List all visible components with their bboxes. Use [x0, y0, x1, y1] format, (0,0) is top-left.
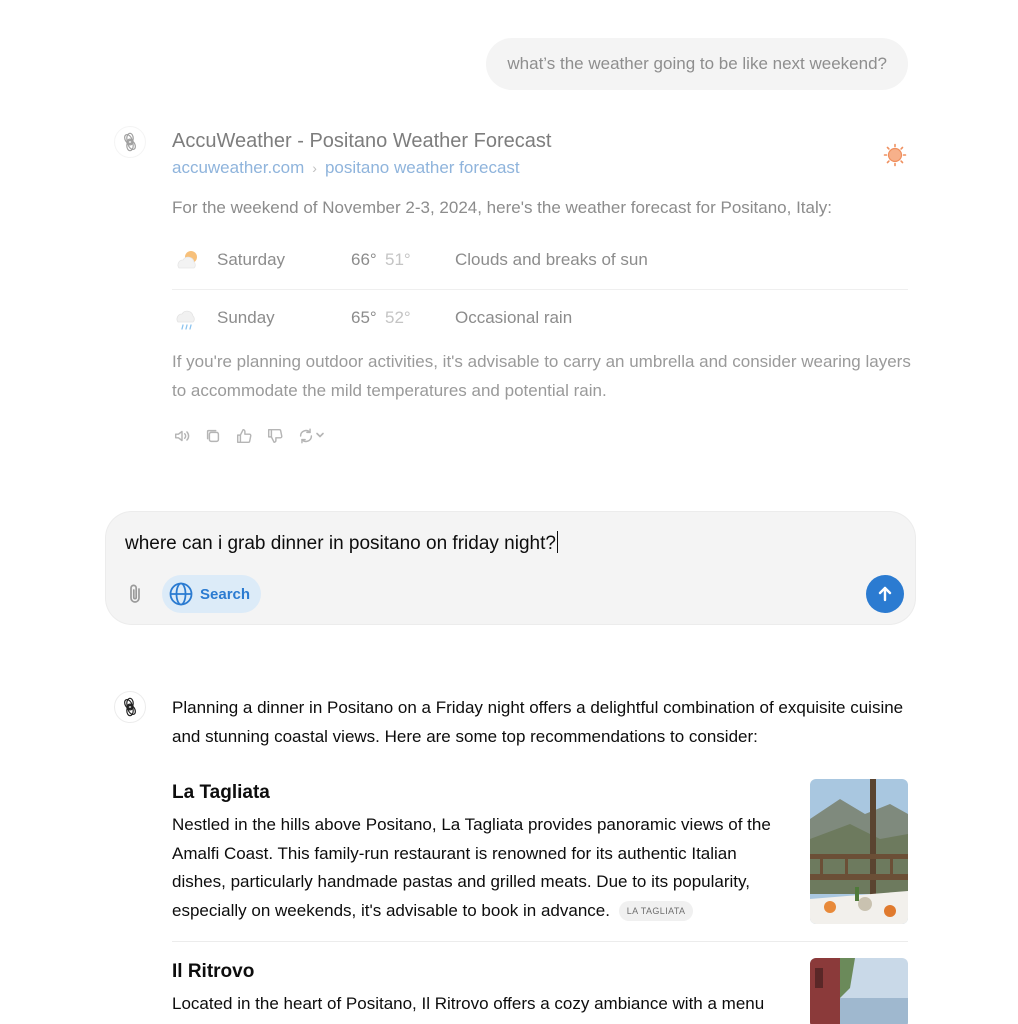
- forecast-row-sunday: [172, 293, 908, 343]
- regenerate-button[interactable]: [296, 426, 326, 445]
- restaurant-photo[interactable]: [810, 779, 908, 924]
- regenerate-icon: [297, 427, 315, 445]
- forecast-high: 66°: [351, 250, 377, 269]
- arrow-up-icon: [876, 585, 894, 603]
- forecast-row-saturday: [172, 235, 908, 285]
- forecast-day: Saturday: [217, 250, 286, 269]
- forecast-low: 52°: [385, 308, 411, 327]
- read-aloud-button[interactable]: [172, 426, 191, 445]
- copy-icon: [204, 427, 222, 445]
- restaurant-photo-image: [810, 779, 908, 924]
- source-breadcrumb[interactable]: [172, 158, 520, 178]
- user-message-text: what’s the weather going to be like next weekend?: [507, 54, 887, 73]
- restaurant-name: Il Ritrovo: [172, 961, 255, 982]
- dinner-intro: Planning a dinner in Positano on a Friday night offers a delightful combination of exquisite cuisine and stunning coastal views. Here are some top recommendations to consider:: [172, 698, 904, 746]
- thumbs-up-button[interactable]: [234, 426, 253, 445]
- restaurant-name: La Tagliata: [172, 782, 270, 803]
- paperclip-icon: [124, 582, 146, 606]
- assistant-avatar: [114, 691, 146, 723]
- restaurant-description: Located in the heart of Positano, Il Ritrovo offers a cozy ambiance with a menu: [172, 994, 765, 1013]
- restaurant-photo[interactable]: [810, 958, 908, 1024]
- restaurant-divider: [172, 941, 908, 942]
- assistant-avatar: [114, 126, 146, 158]
- restaurant-photo-image: [810, 958, 908, 1024]
- read-aloud-icon: [173, 427, 191, 445]
- forecast-high: 65°: [351, 308, 377, 327]
- source-tag[interactable]: LA TAGLIATA: [619, 901, 694, 921]
- source-domain[interactable]: accuweather.com: [172, 158, 305, 177]
- search-label: Search: [200, 585, 251, 603]
- globe-icon: [168, 581, 194, 607]
- message-actions: [172, 426, 326, 445]
- weather-intro: For the weekend of November 2-3, 2024, here's the weather forecast for Positano, Italy:: [172, 198, 832, 217]
- rain-cloud-icon: [172, 302, 204, 334]
- breadcrumb-chevron-icon: ›: [312, 160, 317, 176]
- message-input[interactable]: where can i grab dinner in positano on friday night?: [125, 531, 845, 555]
- text-caret: [557, 531, 559, 553]
- forecast-divider: [172, 289, 908, 290]
- thumbs-up-icon: [235, 427, 253, 445]
- send-button[interactable]: [866, 575, 904, 613]
- copy-button[interactable]: [203, 426, 222, 445]
- chevron-down-icon: [315, 430, 325, 440]
- forecast-description: Occasional rain: [455, 308, 573, 327]
- thumbs-down-icon: [266, 427, 284, 445]
- assistant-logo-icon: [119, 131, 141, 153]
- attach-button[interactable]: [124, 582, 148, 606]
- partly-sunny-icon: [172, 244, 204, 276]
- source-title[interactable]: AccuWeather - Positano Weather Forecast: [172, 130, 552, 152]
- user-message-bubble: [486, 38, 908, 90]
- source-path[interactable]: positano weather forecast: [324, 158, 520, 177]
- forecast-day: Sunday: [217, 308, 275, 327]
- search-toggle-button[interactable]: [162, 575, 261, 613]
- weather-advice: If you're planning outdoor activities, it's advisable to carry an umbrella and consider wearing layers to accommodate the mild temperatures and potential rain.: [172, 352, 911, 400]
- assistant-logo-icon: [119, 696, 141, 718]
- restaurant-description: Nestled in the hills above Positano, La Tagliata provides panoramic views of the Amalfi Coast. This family-run restaurant is renowned for its authentic Italian dishes, particularly handmade pastas and grilled meats. Due to its popularity, especially on weekends, it's advisable to book in advance. LA TAGLIATA: [172, 815, 771, 920]
- thumbs-down-button[interactable]: [265, 426, 284, 445]
- forecast-low: 51°: [385, 250, 411, 269]
- sun-icon: [883, 143, 907, 167]
- forecast-description: Clouds and breaks of sun: [455, 250, 648, 269]
